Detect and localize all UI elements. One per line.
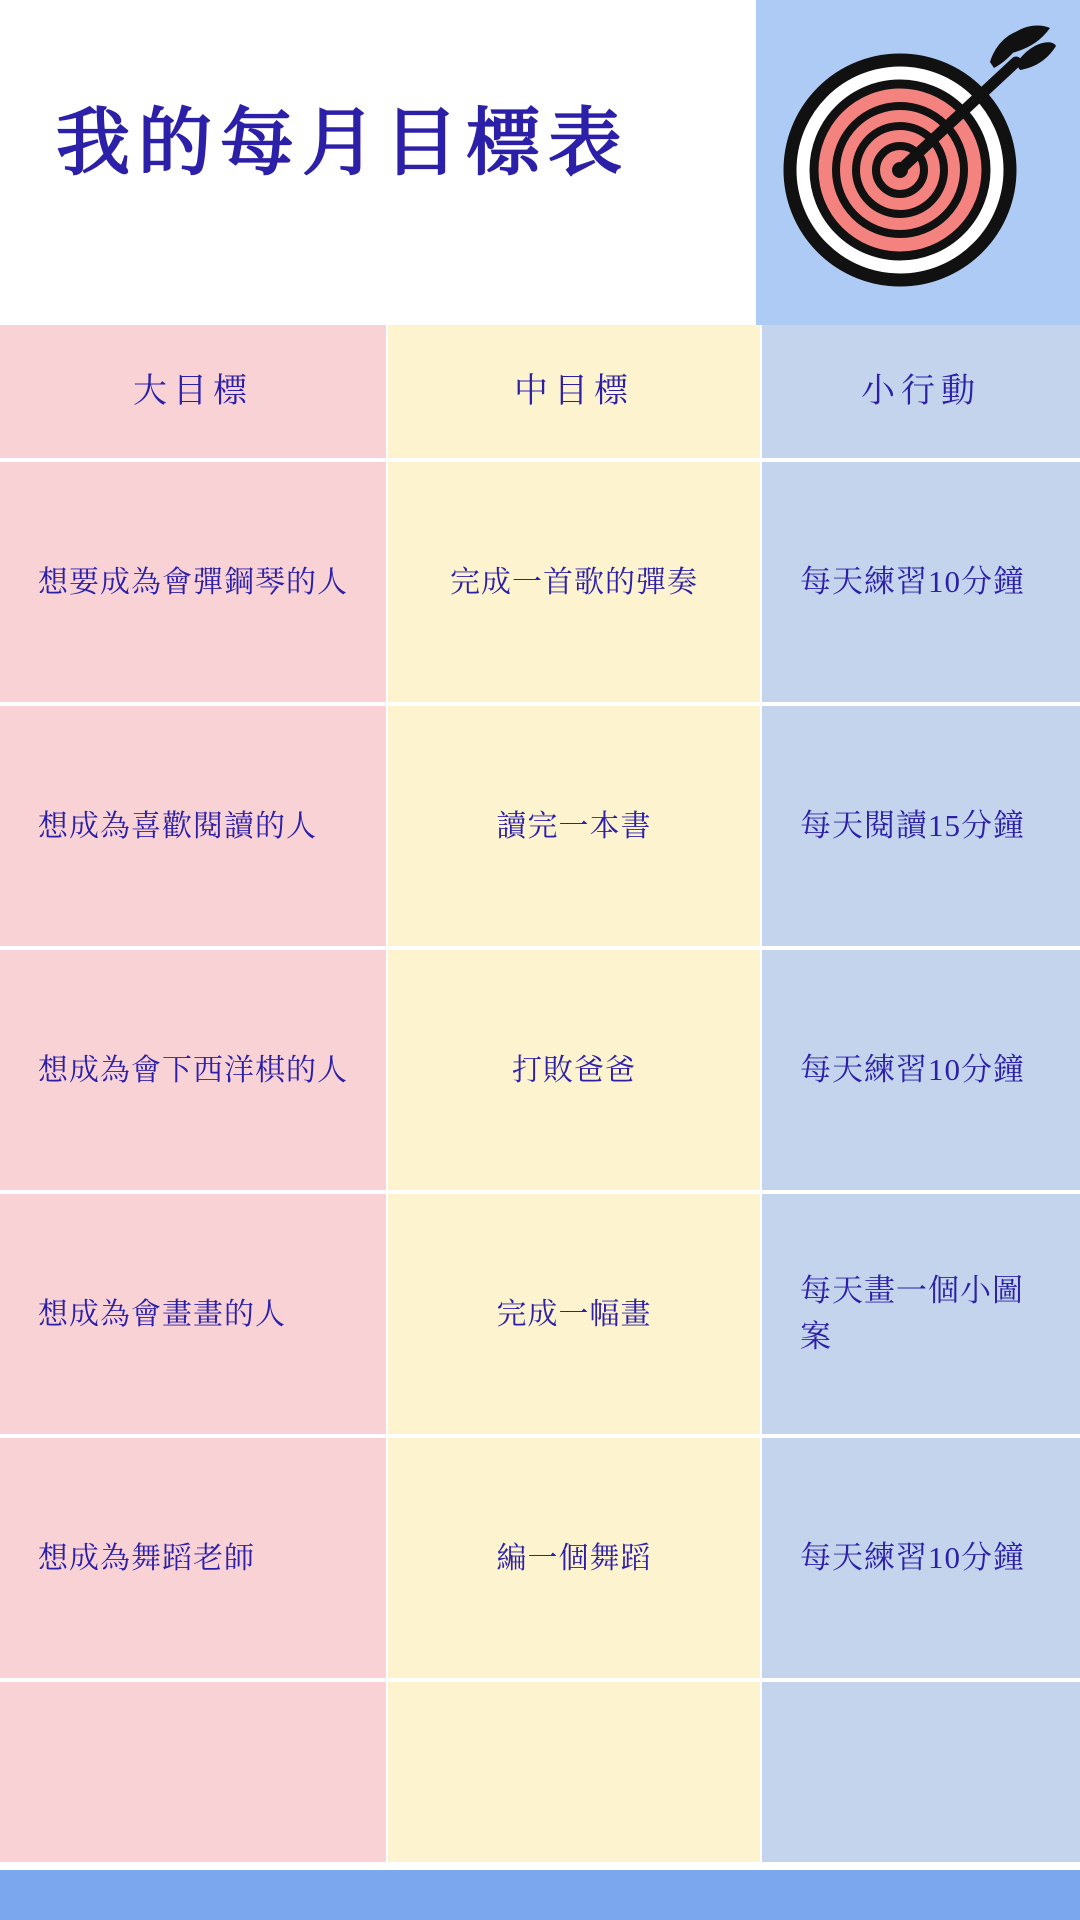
table-row[interactable]: 完成一幅畫 xyxy=(388,1194,760,1434)
table-row[interactable]: 想成為會畫畫的人 xyxy=(0,1194,386,1434)
footer-divider xyxy=(0,1862,1080,1870)
table-header-big-goal: 大目標 xyxy=(0,325,386,458)
table-row[interactable]: 完成一首歌的彈奏 xyxy=(388,462,760,702)
table-row[interactable]: 每天畫一個小圖案 xyxy=(762,1194,1080,1434)
table-row[interactable]: 打敗爸爸 xyxy=(388,950,760,1190)
page-title: 我的每月目標表 xyxy=(56,103,630,185)
goal-table xyxy=(0,325,1080,1870)
page-header xyxy=(0,0,1080,325)
table-row[interactable]: 每天練習10分鐘 xyxy=(762,1438,1080,1678)
table-header-small-action: 小行動 xyxy=(762,325,1080,458)
table-row[interactable]: 讀完一本書 xyxy=(388,706,760,946)
footer-bar xyxy=(0,1870,1080,1920)
table-header-mid-goal: 中目標 xyxy=(388,325,760,458)
table-row[interactable]: 每天練習10分鐘 xyxy=(762,950,1080,1190)
table-row[interactable]: 想成為會下西洋棋的人 xyxy=(0,950,386,1190)
table-row[interactable]: 編一個舞蹈 xyxy=(388,1438,760,1678)
target-with-arrow-icon xyxy=(768,18,1058,303)
table-row[interactable]: 想要成為會彈鋼琴的人 xyxy=(0,462,386,702)
table-row[interactable]: 每天練習10分鐘 xyxy=(762,462,1080,702)
table-row[interactable]: 想成為舞蹈老師 xyxy=(0,1438,386,1678)
table-row[interactable]: 每天閱讀15分鐘 xyxy=(762,706,1080,946)
table-row[interactable]: 想成為喜歡閱讀的人 xyxy=(0,706,386,946)
